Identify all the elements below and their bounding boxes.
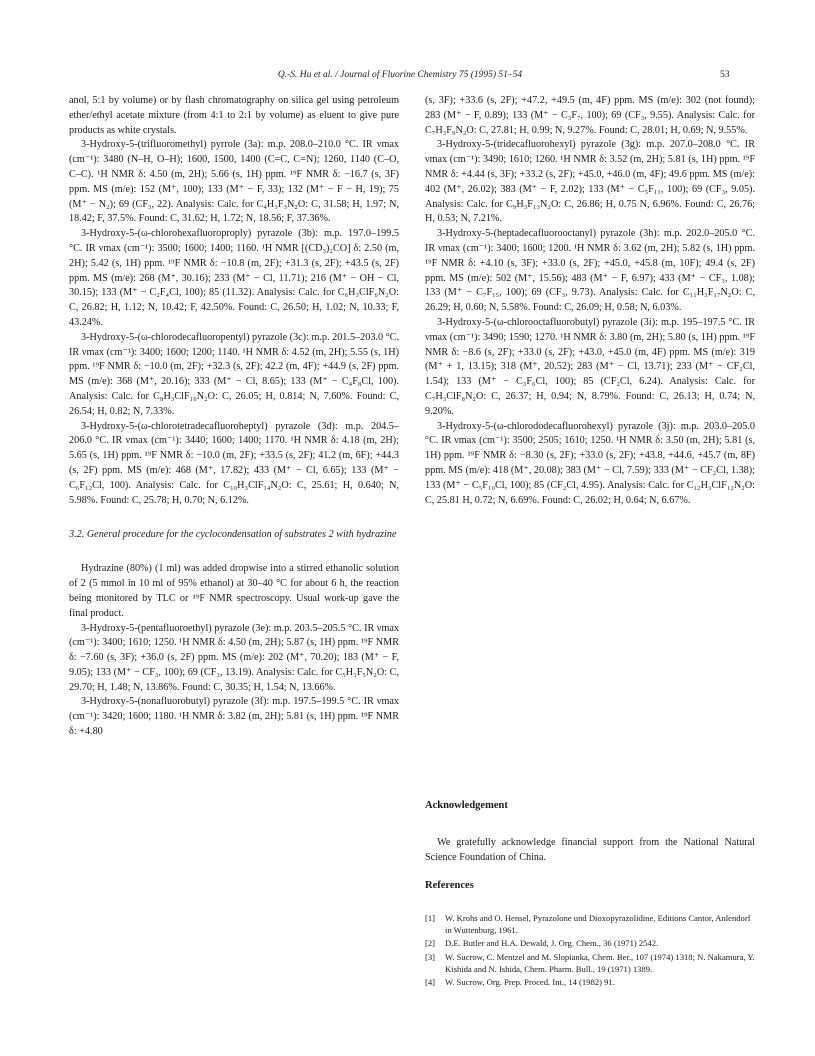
reference-text: W. Sucrow, C. Mentzel and M. Slopianka, Chem. Ber., 107 (1974) 1318; N. Nakamura, Y. Kishida and N. Ishida, Chem. Pharm. Bull., 19 (1971) 1389. (445, 951, 755, 974)
running-head: Q.-S. Hu et al. / Journal of Fluorine Chemistry 75 (1995) 51–54 (277, 70, 523, 80)
reference-item (425, 937, 755, 949)
reference-text: W. Krohs and O. Hensel, Pyrazolone und Dioxopyrazolidine, Editions Cantor, Anlendorf in Wuttenburg, 1961. (445, 913, 751, 936)
reference-number: [4] (425, 977, 436, 988)
reference-item (425, 951, 755, 975)
compound-3i-paragraph: 3-Hydroxy-5-(ω-chlorooctafluorobutyl) pyrazole (3i): m.p. 195–197.5 °C. IR νmax (cm⁻¹): 3490; 1590; 1270. ¹H NMR δ: 3.80 (m, 2H); 5.80 (s, 1H) ppm. ¹⁹F NMR δ: −8.6 (s, 2F); +33.0 (s, 2F); +43.0, +45.0 (m, 4F) ppm. MS (m/e): 319 (M⁺ + 1, 13.15); 318 (M⁺, 20.52); 283 (M⁺ − Cl, 13.71); 233 (M⁺ − CF₂Cl, 1.54); 133 (M⁺ − C₃F₆Cl, 100); 85 (CF₂Cl, 6.24). Analysis: Calc. for C₇H₃ClF₈N₂O: C, 26.37; H, 0.94; N, 8.79%. Found: C, 26.13; H, 0.74; N, 9.20%. (425, 316, 755, 417)
reference-text: D.E. Butler and H.A. Dewald, J. Org. Chem., 36 (1971) 2542. (445, 938, 659, 949)
compound-3f-paragraph: 3-Hydroxy-5-(nonafluorobutyl) pyrazole (3f): m.p. 197.5–199.5 °C. IR νmax (cm⁻¹): 3420; 1600; 1180. ¹H NMR δ: 3.82 (m, 2H); 5.81 (s, 1H) ppm. ¹⁹F NMR δ: +4.80 (69, 696, 399, 738)
references-heading: References (425, 880, 474, 891)
right-column (425, 94, 755, 508)
reference-number: [1] (425, 913, 436, 923)
procedure-paragraph: Hydrazine (80%) (1 ml) was added dropwise into a stirred ethanolic solution of 2 (5 mmol in 10 ml of 95% ethanol) at 30–40 °C for about 6 h, the reaction being monitored by TLC or ¹⁹F NMR spectroscopy. Usual work-up gave the final product. (69, 563, 399, 619)
compound-3h-paragraph: 3-Hydroxy-5-(heptadecafluorooctanyl) pyrazole (3h): m.p. 202.0–205.0 °C. IR νmax (cm⁻¹): 3400; 1600; 1200. ¹H NMR δ: 3.62 (m, 2H); 5.82 (s, 1H) ppm. ¹⁹F NMR δ: +4.10 (s, 3F); +33.0 (s, 2F); +45.0, +45.8 (m, 10F); 49.4 (s, 2F) ppm. MS (m/e): 502 (M⁺, 15.56); 483 (M⁺ − F, 6.97); 433 (M⁺ − CF₃, 1.08); 133 (M⁺ − C₇F₁₅, 100); 69 (CF₃, 9.73). Analysis: Calc. for C₁₁H₃F₁₇N₂O: C, 26.29; H, 0.60; N, 5.58%. Found: C, 26.09; H, 0.58; N, 6.03%. (425, 228, 755, 314)
reference-number: [3] (425, 951, 436, 962)
page-number: 53 (720, 70, 730, 80)
paragraph: (s, 3F); +33.6 (s, 2F); +47.2, +49.5 (m, 4F) ppm. MS (m/e): 302 (not found); 283 (M⁺ − F, 0.89); 133 (M⁺ − C₃F₇, 100); 69 (CF₃, 9.55). Analysis: Calc. for C₇H₃F₉N₂O: C, 27.81; H, 0.99; N, 9.27%. Found: C, 28.01; H, 0.69; N, 9.55%. (425, 95, 755, 136)
reference-text: W. Sucrow, Org. Prep. Proced. Int., 14 (1982) 91. (445, 977, 615, 988)
compound-3j-paragraph: 3-Hydroxy-5-(ω-chlorododecafluorohexyl) pyrazole (3j): m.p. 203.0–205.0 °C. IR νmax (cm⁻¹): 3500; 2505; 1610; 1250. ¹H NMR δ: 3.50 (m, 2H); 5.81 (s, 1H) ppm. ¹⁹F NMR δ: −8.30 (s, 2F); +33.0 (s, 2F); +43.8, +44.6, +45.7 (m, 8F) ppm. MS (m/e): 418 (M⁺, 20.08); 383 (M⁺ − Cl, 7.59); 333 (M⁺ − CF₂Cl, 1.38); 133 (M⁺ − C₅F₁₀Cl, 100); 85 (CF₂Cl, 4.95). Analysis: Calc. for C₁₂H₃ClF₁₂N₂O: C, 25.81 H, 0.72; N, 6.69%. Found: C, 26.02; H, 0.64; N, 6.67%. (425, 420, 755, 506)
compound-3d-paragraph: 3-Hydroxy-5-(ω-chlorotetradecafluoroheptyl) pyrazole (3d): m.p. 204.5–206.0 °C. IR νmax (cm⁻¹): 3440; 1600; 1400; 1170. ¹H NMR δ: 4.18 (m, 2H); 5.65 (s, 1H) ppm. ¹⁹F NMR δ: −10.0 (m, 2F); +33.5 (s, 2F); 41.2 (m, 6F); +44.3 (s, 2F) ppm. MS (m/e): 468 (M⁺, 17.82); 433 (M⁺ − Cl, 6.65); 133 (M⁺ − C₆F₁₂Cl, 100). Analysis: Calc. for C₁₀H₃ClF₁₄N₂O: C, 25.61; H, 0.640; N, 5.98%. Found: C, 25.78; H, 0.70; N, 6.12%. (69, 420, 399, 506)
acknowledgement-text: We gratefully acknowledge financial support from the National Natural Science Foundation of China. (425, 837, 755, 863)
compound-3a-paragraph: 3-Hydroxy-5-(trifluoromethyl) pyrrole (3a): m.p. 208.0–210.0 °C. IR νmax (cm⁻¹): 3480 (N–H, O–H); 1600, 1500, 1400 (C=C, C=N); 1260, 1140 (C–O, C–C). ¹H NMR δ: 4.50 (m, 2H); 5.66 (s, 1H) ppm. ¹⁹F NMR δ: −16.7 (s, 3F) ppm. MS (m/e): 152 (M⁺, 100); 133 (M⁺ − F, 33); 132 (M⁺ − F − H, 19); 75 (M⁺ − N₂); 69 (CF₃, 22). Analysis: Calc. for C₄H₃F₃N₂O: C, 31.58; H, 1.97; N, 18.42; F, 37.5%. Found: C, 31.62; H, 1.72; N, 18.56; F, 37.36%. (69, 139, 399, 225)
acknowledgement-heading: Acknowledgement (425, 800, 508, 811)
reference-number: [2] (425, 938, 436, 949)
reference-list (425, 912, 755, 989)
left-column (69, 94, 399, 740)
section-heading: 3.2. General procedure for the cyclocondensation of substrates 2 with hydrazine (69, 529, 397, 541)
compound-3g-paragraph: 3-Hydroxy-5-(tridecafluorohexyl) pyrazole (3g): m.p. 207.0–208.0 °C. IR νmax (cm⁻¹): 3490; 1610; 1260. ¹H NMR δ: 3.52 (m, 2H); 5.81 (s, 1H) ppm. ¹⁹F NMR δ: +4.44 (s, 3F); +33.2 (s, 2F); +45.0, +46.0 (m, 4F); 49.6 ppm. MS (m/e): 402 (M⁺, 26.02); 383 (M⁺ − F, 2.02); 133 (M⁺ − C₅F₁₁, 100); 69 (CF₃, 9.05). Analysis: Calc. for C₉H₃F₁₃N₂O: C, 26.86; H, 0.75 N, 6.96%. Found: C, 26.76; H, 0.53; N, 7.21%. (425, 139, 755, 225)
paragraph: anol, 5:1 by volume) or by flash chromatography on silica gel using petroleum ether/ethyl acetate mixture (from 4:1 to 2:1 by volume) as eluent to give pure products as white crystals. (69, 95, 399, 136)
compound-3c-paragraph: 3-Hydroxy-5-(ω-chlorodecafluoropentyl) pyrazole (3c): m.p. 201.5–203.0 °C. IR νmax (cm⁻¹): 3400; 1600; 1200; 1140. ¹H NMR δ: 4.52 (m, 2H); 5.55 (s, 1H) ppm. ¹⁹F NMR δ: −10.0 (m, 2F); +32.3 (s, 2F); 42.2 (m, 4F); +44.9 (s, 2F) ppm. MS (m/e): 368 (M⁺, 20.16); 333 (M⁺ − Cl, 8.65); 133 (M⁺ − C₄F₈Cl, 100). Analysis: Calc. for C₈H₃ClF₁₀N₂O: C, 26.05; H, 0.814; N, 7.60%. Found: C, 26.54; H, 0.82; N, 7.33%. (69, 331, 400, 417)
compound-3e-paragraph: 3-Hydroxy-5-(pentafluoroethyl) pyrazole (3e): m.p. 203.5–205.5 °C. IR νmax (cm⁻¹): 3400; 1610; 1250. ¹H NMR δ: 4.50 (m, 2H); 5.87 (s, 1H) ppm. ¹⁹F NMR δ: −7.60 (s, 3F); +36.0 (s, 2F) ppm. MS (m/e): 202 (M⁺, 70.20); 183 (M⁺ − F, 9.05); 133 (M⁺ − CF₃, 100); 69 (CF₃, 13.19). Analysis: Calc. for C₅H₃F₅N₂O: C, 29.70; H, 1.48; N, 13.86%. Found: C, 30.35; H, 1.54; N, 13.66%. (69, 622, 399, 693)
reference-item (425, 976, 755, 988)
reference-item (425, 912, 755, 936)
compound-3b-paragraph: 3-Hydroxy-5-(ω-chlorohexafluoroproply) pyrazole (3b): m.p. 197.0–199.5 °C. IR νmax (cm⁻¹): 3500; 1600; 1400; 1160. ¹H NMR [(CD₃)₂CO] δ: 2.50 (m, 2H); 5.42 (s, 1H) ppm. ¹⁹F NMR δ: −10.8 (m, 2F); +31.3 (s, 2F); +43.5 (s, 2F) ppm. MS (m/e): 268 (M⁺, 30.16); 233 (M⁺ − Cl, 11.71); 216 (M⁺ − OH − Cl, 30.15); 133 (M⁺ − C₂F₄Cl, 100); 85 (11.32). Analysis: Calc. for C₆H₃ClF₆N₂O: C, 26.82; H, 1.12; N, 10.42; F, 42.50%. Found: C, 26.50; H, 1.02; N, 10.33; F, 43.24%. (69, 228, 399, 328)
